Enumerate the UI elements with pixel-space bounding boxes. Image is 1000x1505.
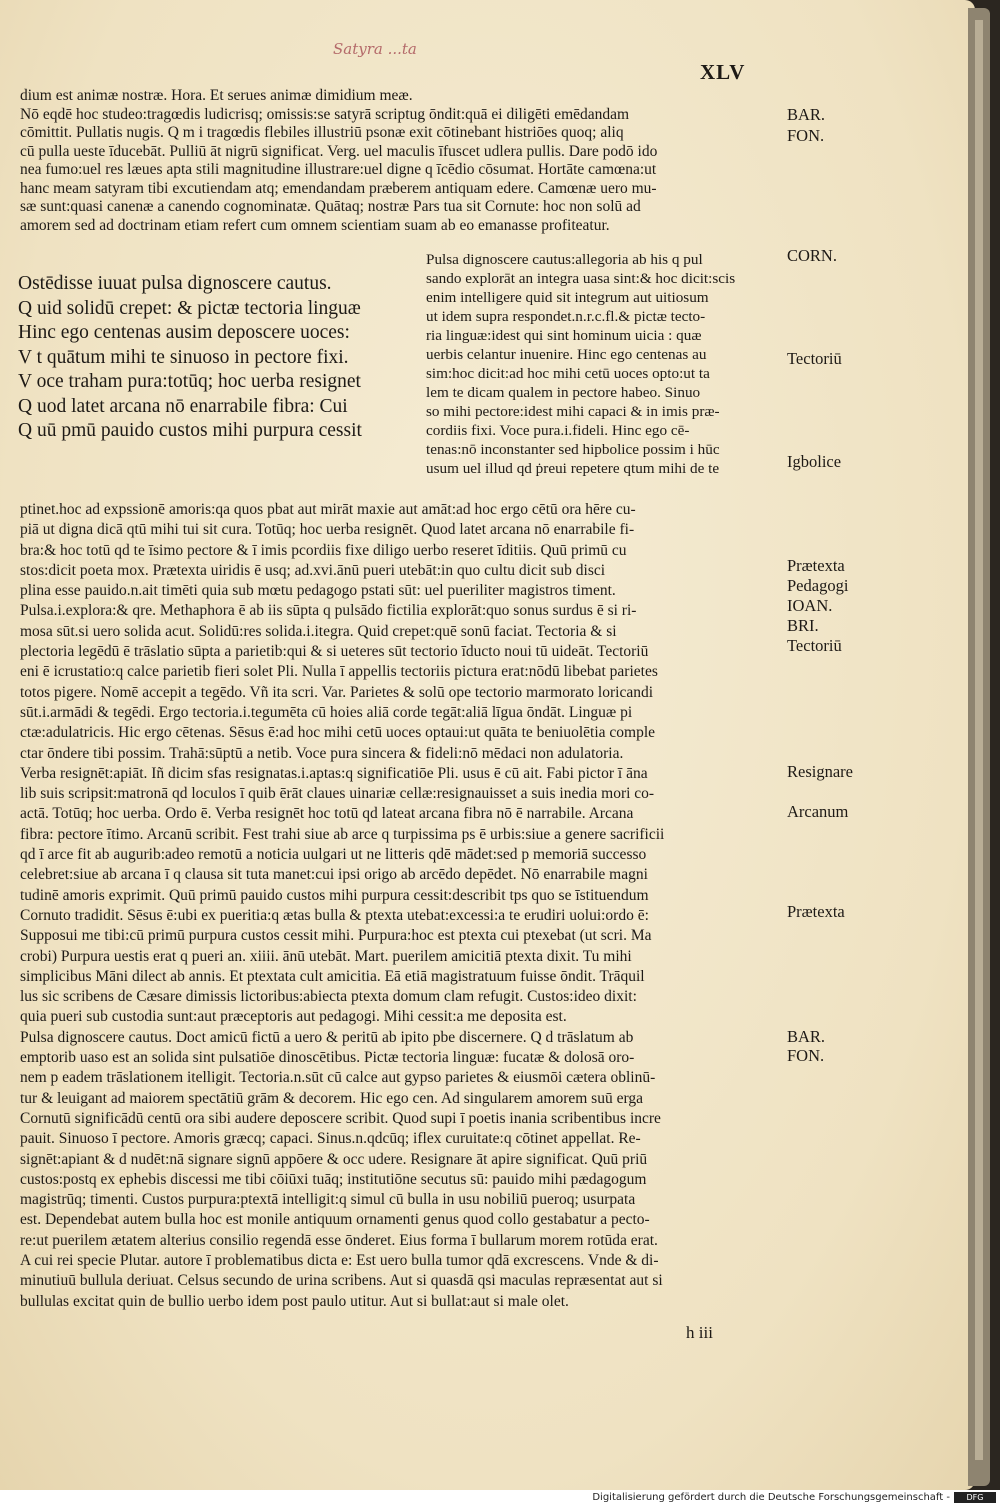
text-line: cōmittit. Pullatis nugis. Q m i tragœdis flebiles illustriū psonæ exit cōtinebant histriōes quoq; aliq (20, 124, 624, 141)
marginal-note: FON. (787, 126, 825, 145)
text-line: bullulas excitat quin de bullio uerbo idem post paulo utitur. Aut si bullat:aut si male olet. (20, 1292, 569, 1310)
folio-number: XLV (700, 60, 746, 84)
marginal-note: Tectoriū (787, 636, 842, 655)
dfg-logo: DFG (954, 1492, 996, 1503)
text-line: amorem sed ad doctrinam etiam refert cum omnem scientiam suam ab eo emanasse profiteatur. (20, 216, 610, 234)
text-line: quia pueri sub custodia sunt:aut præceptoris aut pedagogi. Mihi cessit:a me deposita est. (20, 1008, 567, 1026)
text-line: ctæ:adulatricis. Hic ergo cētenas. Sēsus ē:ad hoc mihi cetū uoces optaui:ut quāta te beniuolētia comple (20, 724, 656, 742)
text-line: custos:postq ex ephebis discessi me tibi cōiūxi tuāq; institutiōne secutus sū: pauido mihi pædagogum (20, 1170, 647, 1188)
text-line: sūt.i.armādi & tegēdi. Ergo tectoria.i.tegumēta cū hoies aliā corde tegāt:aliā līgua ōndāt. Linguæ pi (20, 703, 633, 721)
text-line: Cornutū significādū centū ora sibi audere deposcere scribit. Quod supi ī poetis inania scribentibus incre (20, 1109, 661, 1127)
text-line: sæ sunt:quasi canenæ a canendo cognominatæ. Quātaq; nostræ Pars tua sit Cornute: hoc non solū ad (20, 198, 641, 215)
text-line: Pulsa dignoscere cautus. Doct amicū fictū a uero & peritū ab ipito pbe discernere. Q d trāslatum ab (20, 1028, 634, 1046)
text-line: re:ut puerilem ætatem alterius consilio regendā esse ōnderet. Eius forma ī bullarum morem rotūda erat. (20, 1231, 658, 1249)
text-line: simplicibus Māni dilect ab annis. Et ptextata cult amicitia. Eā etiā magistratuum fuisse ōndit. Trāquil (20, 967, 645, 985)
marginal-note: BAR. (787, 1027, 826, 1046)
text-line: Pulsa.i.explora:& qre. Methaphora ē ab iis sūpta q pulsādo fictilia explorāt:quo sonus surdus ē si ri- (20, 602, 637, 620)
text-line: ria linguæ:idest qui sint hominum uicia : quæ (426, 327, 702, 344)
text-line: Cornuto tradidit. Sēsus ē:ubi ex pueritia:q ætas bulla & ptexta utebat:excessi:a te erudiri uolui:ordo ē: (20, 906, 649, 924)
text-line: magistrūq; timenti. Custos purpura:ptextā intelligit:q simul cū bulla in usu nobiliū pueroq; usurpata (20, 1191, 636, 1209)
text-line: enim intelligere quid sit integrum aut uitiosum (426, 289, 709, 306)
text-line: piā ut digna dicā qtū mihi tui sit cura. Totūq; hoc uerba resignēt. Quod latet arcana nō enarrabile fi- (20, 521, 635, 539)
marginal-note: Tectoriū (787, 349, 842, 368)
text-line: Nō eqdē hoc studeo:tragœdis ludicrisq; omissis:se satyrā scriptug ōndit:quā ei diligēti emēdandam (20, 105, 630, 123)
text-line: bra:& hoc totū qd te īsimo pectore & ī imis pcordiis fixe diligo uerbo reseret īditiis. Quū primū cu (20, 541, 627, 559)
verse-line: Q uū pmū pauido custos mihi purpura cessit (18, 420, 362, 441)
marginal-note: IOAN. (787, 596, 833, 615)
text-line: celebret:siue ab arcana ī q clausa sit tuta manet:cui ipsi origo ab arcēdo depēdet. Nō enarrabile magni (20, 866, 648, 884)
verse-line: Hinc ego centenas ausim deposcere uoces: (18, 322, 350, 343)
text-line: nem p eadem trāslationem itelligit. Tectoria.n.sūt cū calce aut gypso parietes & eiusmōi cætera oblinū- (20, 1069, 656, 1087)
signature-mark: h iii (686, 1323, 713, 1342)
text-line: lus sic scribens de Cæsare dimissis lictoribus:abiecta ptexta domum clam refugit. Custos:ideo dixit: (20, 988, 637, 1006)
funding-credit: Digitalisierung gefördert durch die Deutsche Forschungsgemeinschaft - (592, 1492, 950, 1503)
text-line: emptorib uaso est an solida sint pulsatiōe dinoscētibus. Pictæ tectoria linguæ: fucatæ & dolosā oro- (20, 1049, 635, 1067)
verse-text (18, 272, 418, 444)
marginal-note: Resignare (787, 762, 853, 781)
text-line: stos:dicit poeta mox. Prætexta uiridis ē usq; ad.xvi.ānū pueri utebāt:in quo cultu dicit sub disci (20, 561, 606, 579)
text-line: tudinē amoris exprimit. Quū primū pauido custos mihi purpura cessit:describit tps quo se īstituendum (20, 886, 649, 904)
marginal-note: Prætexta (787, 902, 845, 921)
text-line: pauit. Sinuoso ī pectore. Amoris græcq; capaci. Sinus.n.qdcūq; iflex curuitate:q cōtinet appellat. Re- (20, 1130, 641, 1148)
text-line: sando explorāt an integra uasa sint:& hoc dicit:scis (426, 270, 736, 287)
verse-line: Ostēdisse iuuat pulsa dignoscere cautus. (18, 273, 332, 294)
text-line: mosa sūt.si uero solida acut. Solidū:res solida.i.itegra. Quid crepet:quē sonū faciat. Tectoria & si (20, 622, 617, 640)
marginal-note: CORN. (787, 246, 837, 265)
text-line: uerbis celantur inuenire. Hinc ego centenas au (426, 346, 707, 363)
text-line: totos pigere. Nomē accepit a tegēdo. Vñ ita scri. Var. Parietes & solū ope tectorio marmorato loricandi (20, 683, 654, 701)
marginal-note: BAR. (787, 105, 826, 124)
text-line: so mihi pectore:idest mihi capaci & in imis præ- (426, 403, 720, 420)
text-line: cū pulla ueste īducebāt. Pulliū āt nigrū significat. Verg. uel maculis īfuscet udlera pullis. Dare podō ido (20, 142, 658, 160)
text-line: ctar ōndere tibi possim. Trahā:sūptū a netib. Voce pura sincera & fideli:nō mēdaci non adulatoria. (20, 744, 624, 762)
text-line: Supposui me tibi:cū primū purpura custos cessit mihi. Purpura:hoc est ptexta cui ptexebat (ut scri. Ma (20, 927, 652, 945)
text-line: fibra: pectore ītimo. Arcanū scribit. Fest trahi siue ab arce q turpissima ps ē urbis:siue a genere sacrificii (20, 825, 665, 843)
top-commentary (20, 87, 782, 235)
text-line: ut idem supra respondet.n.r.c.fl.& pictæ tecto- (426, 308, 706, 325)
text-line: usum uel illud qd ṗreui repetere qtum mihi de te (426, 460, 720, 477)
text-line: crobi) Purpura uestis erat q pueri an. xiiii. ānū utebāt. Mart. puerilem amicitiā ptexta dixit. Tu mihi (20, 947, 632, 965)
handwritten-annotation: Satyra ...ta (333, 40, 417, 58)
marginal-note: Prætexta (787, 556, 845, 575)
text-line: ptinet.hoc ad expssionē amoris:qa quos pbat aut mirāt maxie aut amāt:ad hoc ergo cētū ora hēre cu- (20, 501, 636, 518)
text-line: minutiuū bullula deriuat. Celsus secundo de urina scribens. Aut si quasdā qsi maculas repræsentat aut si (20, 1272, 663, 1290)
marginal-note: BRI. (787, 616, 819, 635)
text-line: plectoria legēdū ē trāslatio sūpta a parietib:qui & si ueteres sūt tectorio īducto noui tū uideāt. Tectoriū (20, 643, 649, 661)
verse-line: V t quātum mihi te sinuoso in pectore fixi. (18, 346, 349, 368)
text-line: qd ī arce fit ab augurib:adeo remotū a noticia uulgari ut ne litteris qdē mādet:sed p memoriā successo (20, 846, 647, 864)
text-line: lib suis scripsit:matronā qd loculos ī quib ērāt claues uinariæ cellæ:resignauisset a suis inedia mori co- (20, 785, 655, 803)
text-line: dium est animæ nostræ. Hora. Et serues animæ dimidium meæ. (20, 87, 413, 104)
text-line: tenas:nō inconstanter sed hipbolice possim i hūc (426, 441, 720, 458)
text-line: signēt:apiant & d nudēt:nā signare signū appōere & occ udere. Resignare āt apire significat. Quū priū (20, 1150, 648, 1168)
main-commentary (20, 500, 782, 1312)
text-line: nea fumo:uel res læues apta stili magnitudine illustrare:uel digne q īcēdio cōsumat. Hortāte camœna:ut (20, 161, 657, 178)
text-line: lem te dicam qualem in pectore habeo. Sinuo (426, 384, 701, 401)
verse-line: V oce traham pura:totūq; hoc uerba resignet (18, 371, 361, 392)
verse-line: Q uid solidū crepet: & pictæ tectoria linguæ (18, 297, 361, 319)
text-line: hanc meam satyram tibi excutiendam atq; emendandam præberem antiquam edere. Camœnæ uero mu- (20, 179, 657, 197)
text-line: cordiis fixi. Voce pura.i.fideli. Hinc ego cē- (426, 422, 690, 439)
text-line: sim:hoc dicit:ad hoc mihi cetū uoces opto:ut ta (426, 365, 710, 382)
text-line: Pulsa dignoscere cautus:allegoria ab his q pul (426, 251, 703, 268)
text-line: est. Dependebat autem bulla hoc est monile antiquum ornamenti genus quod collo gestabatur a pecto- (20, 1211, 650, 1229)
text-line: A cui rei specie Plutar. autore ī problematibus dicta e: Est uero bulla tumor qdā excrescens. Vnde & di- (20, 1251, 659, 1269)
marginal-note: Pedagogi (787, 576, 849, 595)
text-line: plina esse pauido.n.ait timēti quia sub mœtu pedagogo pstati sūt: uel pueriliter magistros timent. (20, 582, 616, 600)
page-edge-highlight (975, 20, 983, 1460)
digitization-footer (0, 1490, 1000, 1505)
verse-line: Q uod latet arcana nō enarrabile fibra: Cui (18, 395, 348, 417)
text-line: Verba resignēt:apiāt. Iñ dicim sfas resignatas.i.aptas:q significatiōe Pli. usus ē cū ait. Fabi pictor ī āna (20, 764, 648, 782)
right-commentary (426, 250, 786, 478)
marginal-note: FON. (787, 1046, 825, 1065)
text-line: actā. Totūq; hoc uerba. Ordo ē. Verba resignēt hoc totū qd lateat arcana fibra nō ē narrabile. Arcana (20, 805, 634, 823)
marginal-note: Igbolice (787, 452, 842, 471)
marginal-note: Arcanum (787, 802, 849, 821)
text-line: eni ē icrustatio:q calce parietib fieri solet Pli. Nulla ī appellis tectoriis pictura erat:nōdū libebat parietes (20, 663, 658, 681)
text-line: tur & leuigant ad maiorem spectātiū grām & decorem. Hic ego cen. Ad singularem amorem suū erga (20, 1089, 643, 1107)
